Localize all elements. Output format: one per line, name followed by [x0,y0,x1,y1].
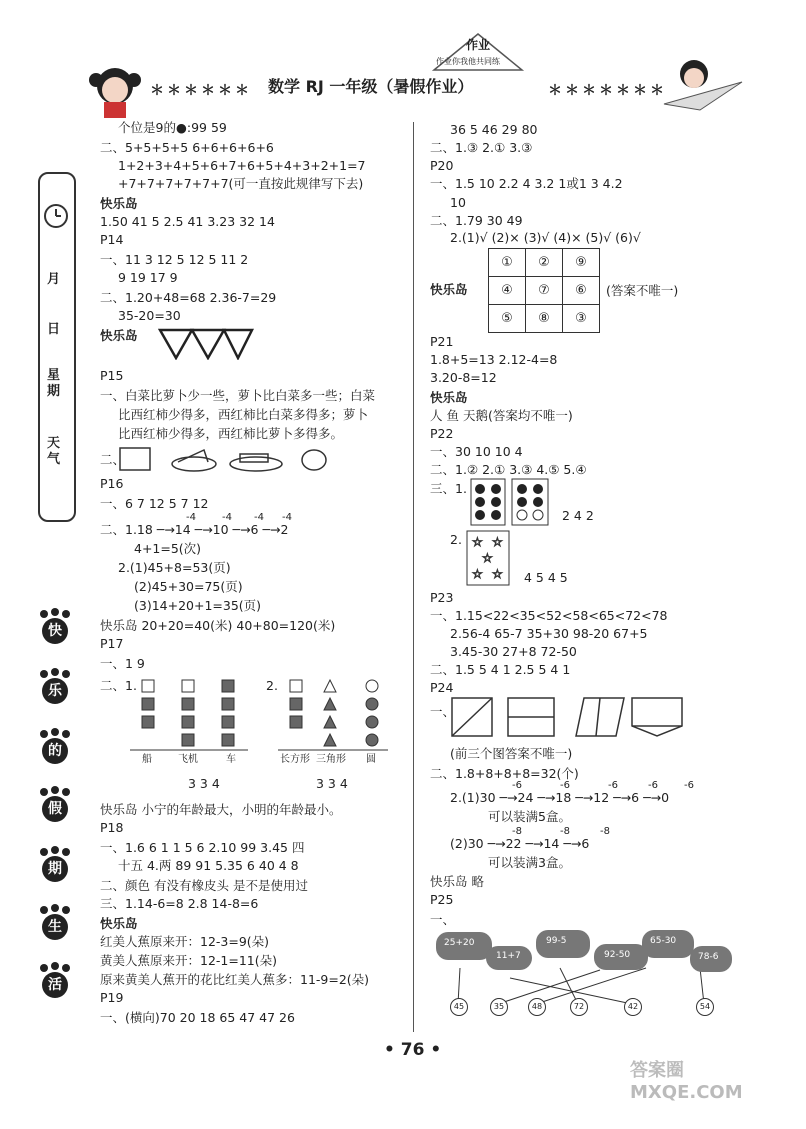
chart-label: 飞机 [178,754,198,765]
paw-3: 的 [36,728,74,766]
page-ref: P14 [100,232,124,247]
answer-line: 1.50 41 5 2.5 41 3.23 32 14 [100,214,275,229]
chart-label: 长方形 [280,754,310,765]
answer-line: 2.(1)30 ─→24 ─→18 ─→12 ─→6 ─→0 [450,790,670,805]
answer-line: (3)14+20+1=35(页) [134,598,262,613]
star-card: 25+20 [436,932,492,960]
page-ref: P21 [430,334,454,349]
grid-cell: ⑤ [489,305,526,333]
answer-line: 3 3 4 [188,776,220,791]
answer-line: 一、30 10 10 4 [430,444,523,459]
answer-line: 可以装满5盒。 [488,809,571,824]
answer-note: (前三个图答案不唯一) [450,746,573,761]
section-heading: 快乐岛 [430,282,468,297]
arrow-label: -8 [560,826,570,837]
answer-line: 1.8+5=13 2.12-4=8 [430,352,558,367]
page-ref: P23 [430,590,454,605]
sidebar-weekday: 星期 [47,368,61,399]
grid-cell: ② [526,249,563,277]
badge-bottom-text: 作业你我他共同练 [436,57,500,66]
section-heading: 快乐岛 [100,916,138,931]
star-card: 92-50 [594,944,648,970]
answer-line: 个位是9的●:99 59 [118,120,227,135]
grid-cell: ④ [489,277,526,305]
section-heading: 快乐岛 [100,328,138,343]
answer-circle: 35 [490,998,508,1016]
homework-badge [426,30,530,78]
answer-line: 2.(1)√ (2)× (3)√ (4)× (5)√ (6)√ [450,230,641,245]
arrow-label: -4 [186,512,196,523]
page-ref: P19 [100,990,124,1005]
page-ref: P25 [430,892,454,907]
number-grid [488,248,600,333]
answer-circle: 45 [450,998,468,1016]
answer-line: 一、 [430,912,456,927]
answer-line: 二、1.20+48=68 2.36-7=29 [100,290,277,305]
grid-cell: ⑥ [563,277,600,305]
chart-label: 圆 [366,754,376,765]
paw-1: 快 [36,608,74,646]
page-ref: P22 [430,426,454,441]
answer-circle: 54 [696,998,714,1016]
arrow-label: -6 [684,780,694,791]
paw-6: 生 [36,904,74,942]
arrow-label: -8 [600,826,610,837]
answer-line: 2 4 2 [562,508,594,523]
chart-label: 三角形 [316,754,346,765]
answer-line: 3.20-8=12 [430,370,497,385]
svg-text:☆: ☆ [472,567,483,581]
answer-circle: 48 [528,998,546,1016]
boy-airplane-illustration [660,52,746,114]
answer-line: 二、1.② 2.① 3.③ 4.⑤ 5.④ [430,462,587,477]
answer-line: 一、11 3 12 5 12 5 11 2 [100,252,249,267]
answer-line: 一、白菜比萝卜少一些，萝卜比白菜多一些；白菜 [100,388,376,403]
arrow-label: -6 [512,780,522,791]
watermark: 答案圈 MXQE.COM [630,1060,743,1103]
sidebar-month: 月 [47,272,61,287]
sidebar-day: 日 [47,322,61,337]
arrow-label: -6 [608,780,618,791]
star-box [466,530,510,590]
answer-line: 三、1.14-6=8 2.8 14-8=6 [100,896,259,911]
page-ref: P20 [430,158,454,173]
answer-line: 二、1.79 30 49 [430,213,523,228]
answer-line: 原来黄美人蕉开的花比红美人蕉多：11-9=2(朵) [100,972,370,987]
answer-line: (2)30 ─→22 ─→14 ─→6 [450,836,590,851]
answer-line: 10 [450,195,466,210]
chart-label: 车 [226,754,236,765]
paw-5: 期 [36,846,74,884]
grid-cell: ⑦ [526,277,563,305]
answer-line: 二、1.18 ─→14 ─→10 ─→6 ─→2 [100,522,289,537]
arrow-label: -6 [560,780,570,791]
food-illustrations [118,444,330,478]
triangle-matchsticks [158,328,254,364]
answer-line: 快乐岛 20+20=40(米) 40+80=120(米) [100,618,336,633]
answer-line: 二、1.8+8+8+8=32(个) [430,766,579,781]
divided-shapes [450,696,686,742]
arrow-label: -4 [254,512,264,523]
girl-illustration [86,62,144,120]
answer-line: 2. [450,532,462,547]
answer-line: 一、1.6 6 1 1 5 6 2.10 99 3.45 四 [100,840,305,855]
star-card: 78-6 [690,946,732,972]
answer-line: 快乐岛 略 [430,874,484,889]
svg-text:☆: ☆ [492,535,503,549]
dot-boxes [470,478,552,530]
chart-label: 船 [142,754,152,765]
answer-line: 比西红柿少得多，西红柿比白菜多得多；萝卜 [118,407,369,422]
answer-line: 比西红柿少得多，西红柿比萝卜多得多。 [118,426,344,441]
paw-2: 乐 [36,668,74,706]
answer-line: 黄美人蕉原来开：12-1=11(朵) [100,953,278,968]
answer-line: 3 3 4 [316,776,348,791]
page-ref: P16 [100,476,124,491]
answer-line: 一、1 9 [100,656,145,671]
answer-line: 二、 [100,452,126,467]
paw-4: 假 [36,786,74,824]
svg-text:☆: ☆ [472,535,483,549]
answer-line: 人 鱼 天鹅(答案均不唯一) [430,408,573,423]
badge-top-text: 作业 [466,38,491,52]
clock-icon [43,203,69,233]
answer-note: (答案不唯一) [606,283,679,298]
answer-line: (2)45+30=75(页) [134,579,243,594]
answer-line: 十五 4.两 89 91 5.35 6 40 4 8 [118,858,299,873]
page-ref: P24 [430,680,454,695]
page-number: • 76 • [384,1040,442,1060]
column-divider [413,122,414,1032]
answer-line: 三、1. [430,481,467,496]
page-ref: P15 [100,368,124,383]
answer-line: 3.45-30 27+8 72-50 [450,644,577,659]
answer-line: 9 19 17 9 [118,270,178,285]
section-heading: 快乐岛 [430,390,468,405]
grid-cell: ③ [563,305,600,333]
pictograph-chart-2 [278,676,388,756]
arrow-label: -6 [648,780,658,791]
star-card: 11+7 [486,946,532,970]
answer-circle: 72 [570,998,588,1016]
answer-line: 一、6 7 12 5 7 12 [100,496,209,511]
star-card: 65-30 [642,930,694,958]
section-heading: 快乐岛 [100,196,138,211]
answer-line: 2.56-4 65-7 35+30 98-20 67+5 [450,626,648,641]
page-title: 数学 RJ 一年级（暑假作业） [268,77,474,96]
grid-cell: ⑧ [526,305,563,333]
answer-line: 可以装满3盒。 [488,855,571,870]
answer-circle: 42 [624,998,642,1016]
answer-line: 快乐岛 小宁的年龄最大，小明的年龄最小。 [100,802,342,817]
answer-line: 4 5 4 5 [524,570,568,585]
star-card: 99-5 [536,930,590,958]
answer-line: 一、 [430,704,456,719]
page-ref: P18 [100,820,124,835]
answer-line: 二、1.③ 2.① 3.③ [430,140,533,155]
answer-line: 红美人蕉原来开：12-3=9(朵) [100,934,270,949]
pictograph-chart-1 [130,676,248,756]
answer-line: 二、颜色 有没有橡皮头 是不是使用过 [100,878,308,893]
page-ref: P17 [100,636,124,651]
answer-line: 二、1.5 5 4 1 2.5 5 4 1 [430,662,571,677]
header-stars-left: ＊＊＊＊＊＊ [150,83,252,99]
arrow-label: -4 [222,512,232,523]
paw-7: 活 [36,962,74,1000]
svg-text:☆: ☆ [492,567,503,581]
answer-line: 一、(横向)70 20 18 65 47 47 26 [100,1010,295,1025]
arrow-label: -4 [282,512,292,523]
answer-line: 2.(1)45+8=53(页) [118,560,231,575]
grid-cell: ⑨ [563,249,600,277]
answer-line: 2. [266,678,278,693]
answer-line: 1+2+3+4+5+6+7+6+5+4+3+2+1=7 [118,158,366,173]
header-stars-right: ＊＊＊＊＊＊＊ [548,83,667,99]
answer-line: 4+1=5(次) [134,541,202,556]
answer-line: 36 5 46 29 80 [450,122,538,137]
answer-line: 二、1. [100,678,137,693]
answer-line: +7+7+7+7+7+7(可一直按此规律写下去) [118,176,364,191]
arrow-label: -8 [512,826,522,837]
answer-line: 二、5+5+5+5 6+6+6+6+6 [100,140,274,155]
answer-line: 一、1.15<22<35<52<58<65<72<78 [430,608,668,623]
sidebar-weather: 天气 [47,436,61,467]
answer-line: 35-20=30 [118,308,181,323]
svg-text:☆: ☆ [482,551,493,565]
grid-cell: ① [489,249,526,277]
answer-line: 一、1.5 10 2.2 4 3.2 1或1 3 4.2 [430,176,623,191]
